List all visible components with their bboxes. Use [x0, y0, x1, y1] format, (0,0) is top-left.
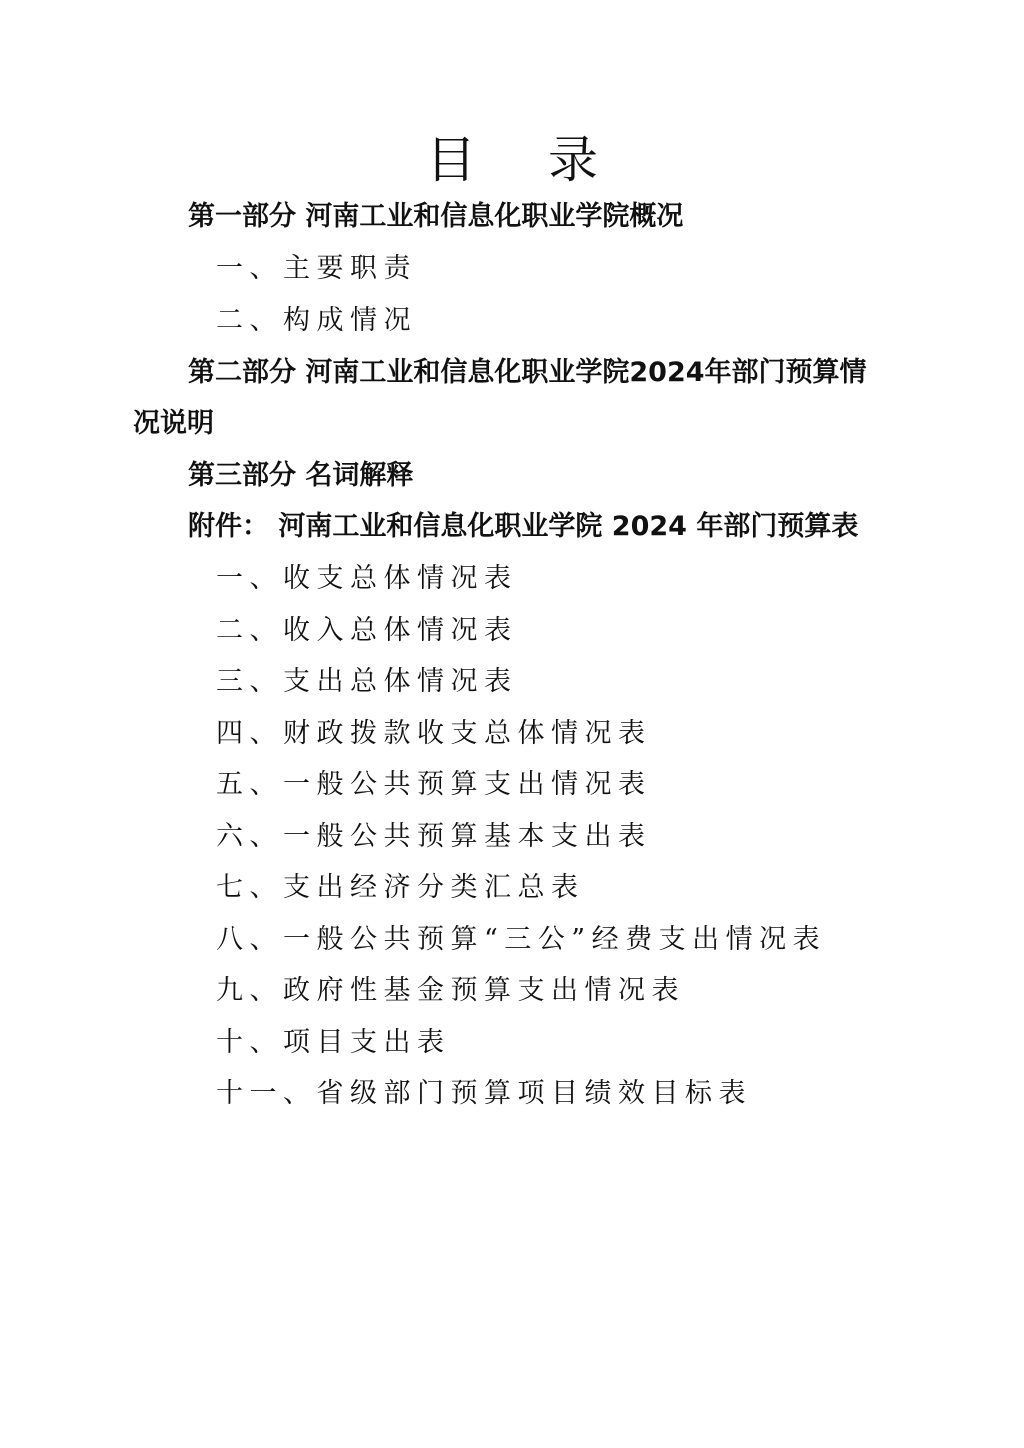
toc-part-3: 第三部分 名词解释 [188, 460, 414, 491]
page-title: 目 录 [426, 131, 626, 189]
toc-part-2: 第二部分 河南工业和信息化职业学院2024年部门预算情 [188, 357, 867, 388]
toc-item: 七、支出经济分类汇总表 [216, 872, 585, 903]
toc-item: 十、项目支出表 [216, 1027, 451, 1058]
toc-item: 十一、省级部门预算项目绩效目标表 [216, 1078, 752, 1109]
toc-item: 一、收支总体情况表 [216, 563, 518, 594]
toc-appendix: 附件： 河南工业和信息化职业学院 2024 年部门预算表 [188, 511, 859, 542]
toc-item: 四、财政拨款收支总体情况表 [216, 718, 652, 749]
toc-part-2-continued: 况说明 [133, 408, 214, 439]
toc-item: 九、政府性基金预算支出情况表 [216, 975, 685, 1006]
toc-item: 八、一般公共预算“三公”经费支出情况表 [216, 924, 827, 955]
toc-item: 二、构成情况 [216, 305, 417, 336]
toc-item: 三、支出总体情况表 [216, 666, 518, 697]
toc-item: 六、一般公共预算基本支出表 [216, 821, 652, 852]
toc-item: 五、一般公共预算支出情况表 [216, 769, 652, 800]
toc-item: 一、主要职责 [216, 253, 417, 284]
toc-item: 二、收入总体情况表 [216, 615, 518, 646]
toc-part-1: 第一部分 河南工业和信息化职业学院概况 [188, 201, 684, 232]
